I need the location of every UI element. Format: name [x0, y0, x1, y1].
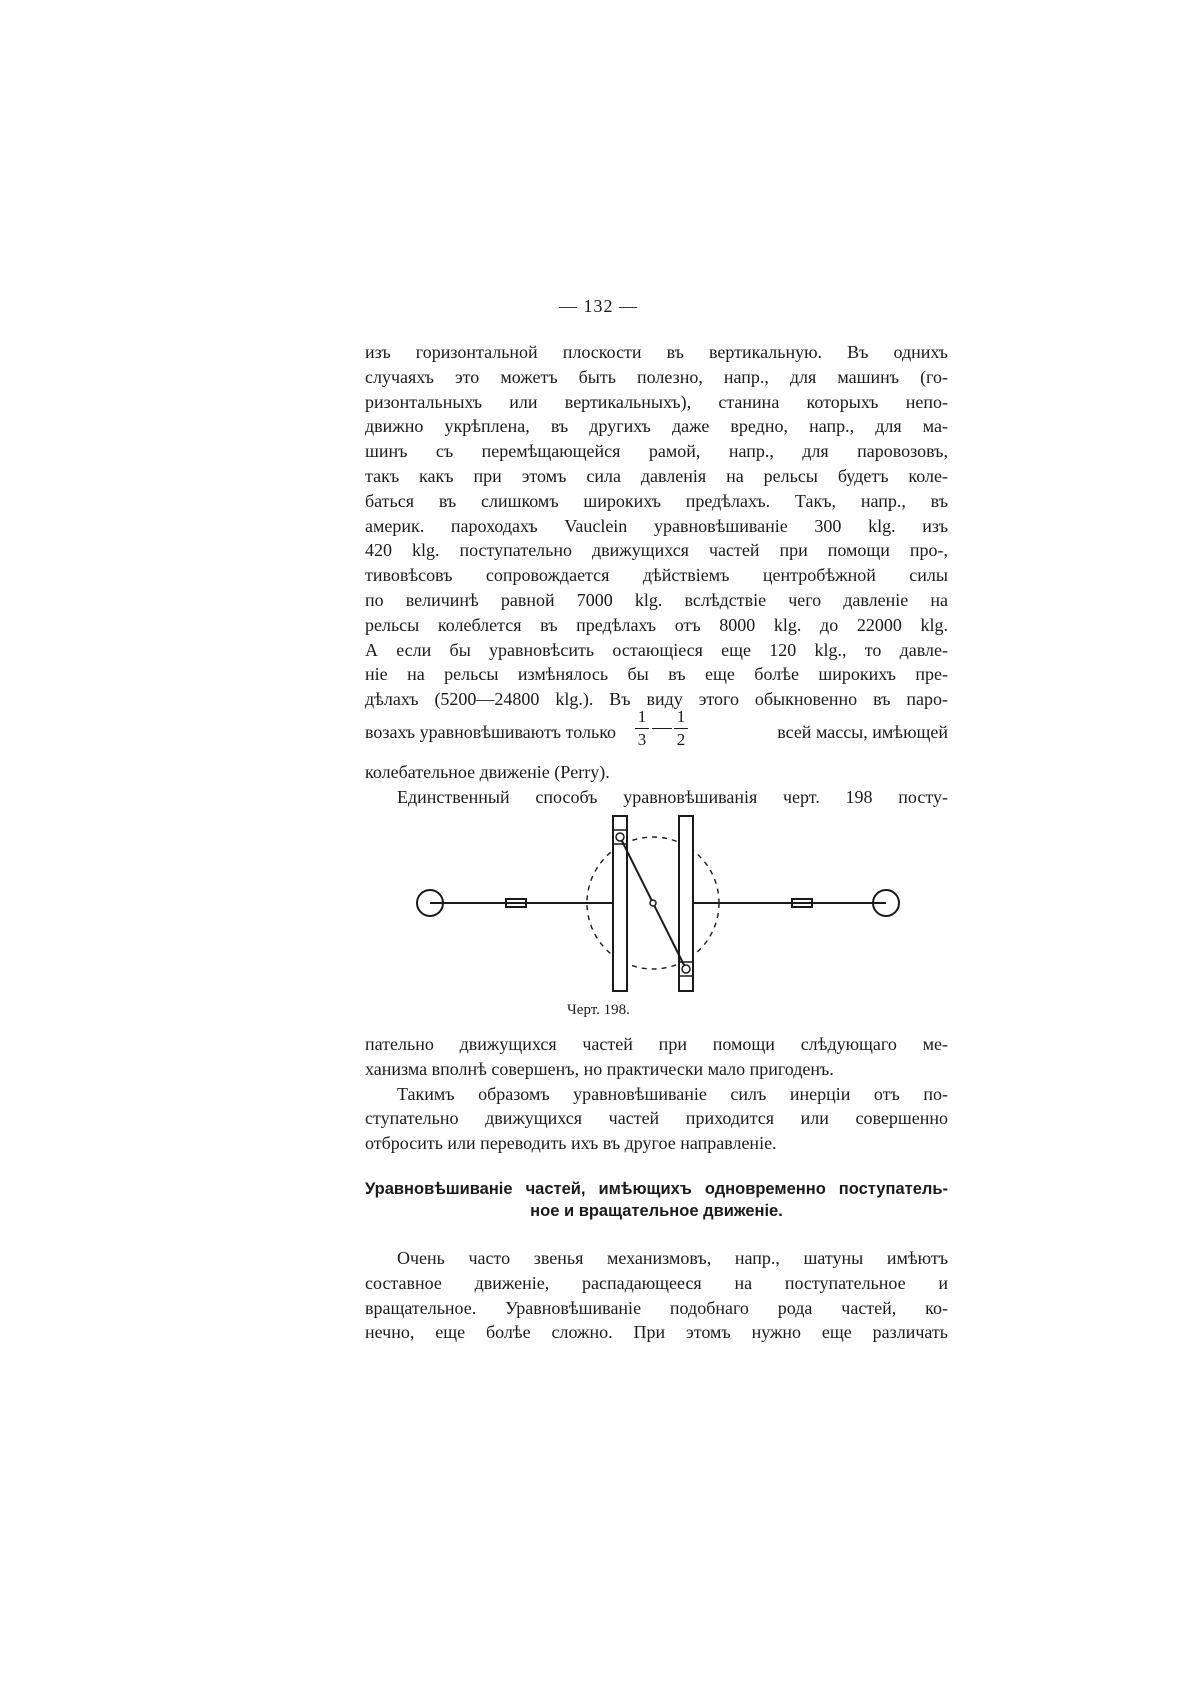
text-line: колебательное движеніе (Perry).	[365, 762, 610, 782]
text-line: движно укрѣплена, въ другихъ даже вредно, напр., для ма-	[365, 416, 948, 437]
text-line: Единственный способъ уравновѣшиванія черт. 198 посту-	[397, 786, 948, 807]
fraction-line-after: всей массы, имѣющей	[777, 722, 948, 742]
fraction-numerator: 1	[635, 706, 649, 729]
fraction-line	[365, 706, 948, 758]
text-line: тивовѣсовъ сопровождается дѣйствіемъ центробѣжной силы	[365, 565, 948, 586]
heading-line: ное и вращательное движеніе.	[530, 1202, 783, 1220]
figure-caption: Черт. 198.	[567, 1002, 630, 1018]
text-line: изъ горизонтальной плоскости въ вертикальную. Въ однихъ	[365, 342, 948, 362]
text-line: ризонтальныхъ или вертикальныхъ), станина которыхъ непо-	[365, 391, 948, 412]
text-line: Очень часто звенья механизмовъ, напр., шатуны имѣютъ	[397, 1248, 948, 1268]
text-line: ханизма вполнѣ совершенъ, но практически мало пригоденъ.	[365, 1058, 834, 1079]
fraction-one-third	[635, 706, 649, 751]
text-line: пательно движущихся частей при помощи слѣдующаго ме-	[365, 1034, 948, 1054]
fraction-line-before: возахъ уравновѣшиваютъ только	[365, 722, 617, 742]
text-line: составное движеніе, распадающееся на поступательное и	[365, 1272, 948, 1293]
text-line: случаяхъ это можетъ быть полезно, напр., для машинъ (го-	[365, 366, 948, 387]
center-pin	[650, 900, 656, 906]
figure-198	[400, 808, 920, 998]
lower-pin	[682, 965, 690, 973]
text-line: ступательно движущихся частей приходится или совершенно	[365, 1108, 948, 1129]
paragraph-1	[365, 340, 948, 712]
range-dash	[652, 728, 672, 729]
text-line: Такимъ образомъ уравновѣшиваніе силъ инерціи отъ по-	[397, 1083, 948, 1104]
left-guide-bar	[613, 816, 627, 991]
fraction-denominator: 2	[676, 730, 686, 749]
text-line: шинъ съ перемѣщающейся рамой, напр., для паровозовъ,	[365, 441, 948, 462]
text-line: 420 klg. поступательно движущихся частей при помощи про-,	[365, 540, 948, 561]
text-line: вращательное. Уравновѣшиваніе подобнаго рода частей, ко-	[365, 1297, 948, 1318]
fraction-numerator: 1	[674, 706, 688, 729]
text-line: по величинѣ равной 7000 klg. вслѣдствіе чего давленіе на	[365, 589, 948, 610]
text-line: А если бы уравновѣсить остающіеся еще 120 klg., то давле-	[365, 639, 948, 660]
text-line: баться въ слишкомъ широкихъ предѣлахъ. Такъ, напр., въ	[365, 490, 948, 511]
text-line: нечно, еще болѣе сложно. При этомъ нужно еще различать	[365, 1322, 948, 1343]
mechanism-diagram	[400, 808, 920, 998]
paragraph-4	[365, 1246, 948, 1345]
text-line: отбросить или переводить ихъ въ другое направленіе.	[365, 1133, 777, 1154]
text-line: ніе на рельсы измѣнялось бы въ еще болѣе широкихъ пре-	[365, 664, 948, 685]
paragraph-3	[365, 1032, 948, 1156]
fraction-denominator: 3	[637, 730, 647, 749]
text-line: дѣлахъ (5200—24800 klg.). Въ виду этого обыкновенно въ паро-	[365, 689, 948, 710]
paragraph-2	[365, 760, 948, 810]
upper-pin	[616, 833, 624, 841]
page-number: — 132 —	[559, 296, 638, 316]
text-line: америк. пароходахъ Vauclein уравновѣшиваніе 300 klg. изъ	[365, 515, 948, 536]
section-heading	[365, 1178, 948, 1222]
text-line: рельсы колеблется въ предѣлахъ отъ 8000 klg. до 22000 klg.	[365, 614, 948, 635]
fraction-one-half	[674, 706, 688, 751]
text-line: такъ какъ при этомъ сила давленія на рельсы будетъ коле-	[365, 465, 948, 486]
heading-line: Уравновѣшиваніе частей, имѣющихъ одновременно поступатель-	[365, 1180, 948, 1198]
